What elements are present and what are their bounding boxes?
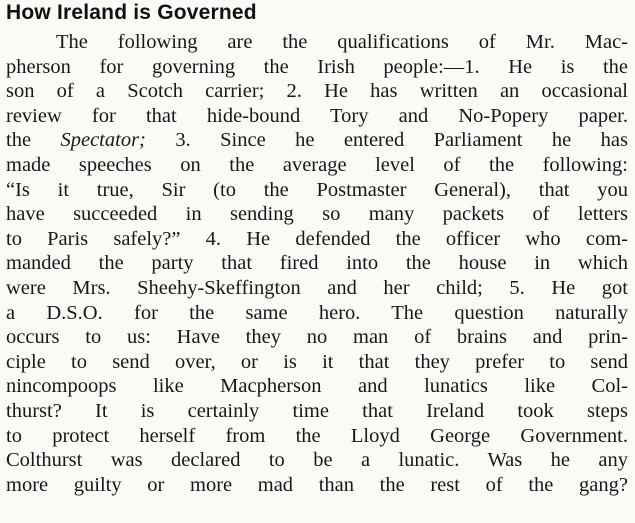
line-text-after: 3. Since he entered Parliament he has [145, 129, 628, 152]
article-line: The following are the qualifications of Mr. Mac- [56, 31, 628, 53]
article-line: to Paris safely?” 4. He defended the officer who com- [6, 227, 628, 250]
article-line: Colthurst was declared to be a lunatic. Was he any [6, 449, 628, 472]
article-headline: How Ireland is Governed [6, 1, 257, 24]
article-line: pherson for governing the Irish people:—1. He is the [6, 55, 628, 78]
article-line: son of a Scotch carrier; 2. He has written an occasional [6, 80, 628, 103]
article-line-with-italic [6, 128, 628, 153]
line-text-before: the [6, 129, 61, 152]
article-line: “Is it true, Sir (to the Postmaster General), that you [6, 178, 628, 201]
publication-title-italic: Spectator; [60, 129, 146, 152]
article-line: nincompoops like Macpherson and lunatics like Col- [6, 375, 628, 398]
article-line: have succeeded in sending so many packets of letters [6, 203, 628, 226]
article-line: manded the party that fired into the house in which [6, 252, 628, 275]
article-line: made speeches on the average level of the following: [6, 153, 628, 176]
article-line: review for that hide-bound Tory and No-Popery paper. [6, 104, 628, 127]
article-line: occurs to us: Have they no man of brains and prin- [6, 326, 628, 349]
article-line: to protect herself from the Lloyd George Government. [6, 424, 628, 447]
article-line: were Mrs. Sheehy-Skeffington and her child; 5. He got [6, 276, 628, 299]
article-line: more guilty or more mad than the rest of the gang? [6, 473, 628, 496]
article-body [6, 30, 628, 497]
article-line: a D.S.O. for the same hero. The question naturally [6, 301, 628, 324]
article-line: thurst? It is certainly time that Ireland took steps [6, 399, 628, 422]
article-line: ciple to send over, or is it that they prefer to send [6, 350, 628, 373]
